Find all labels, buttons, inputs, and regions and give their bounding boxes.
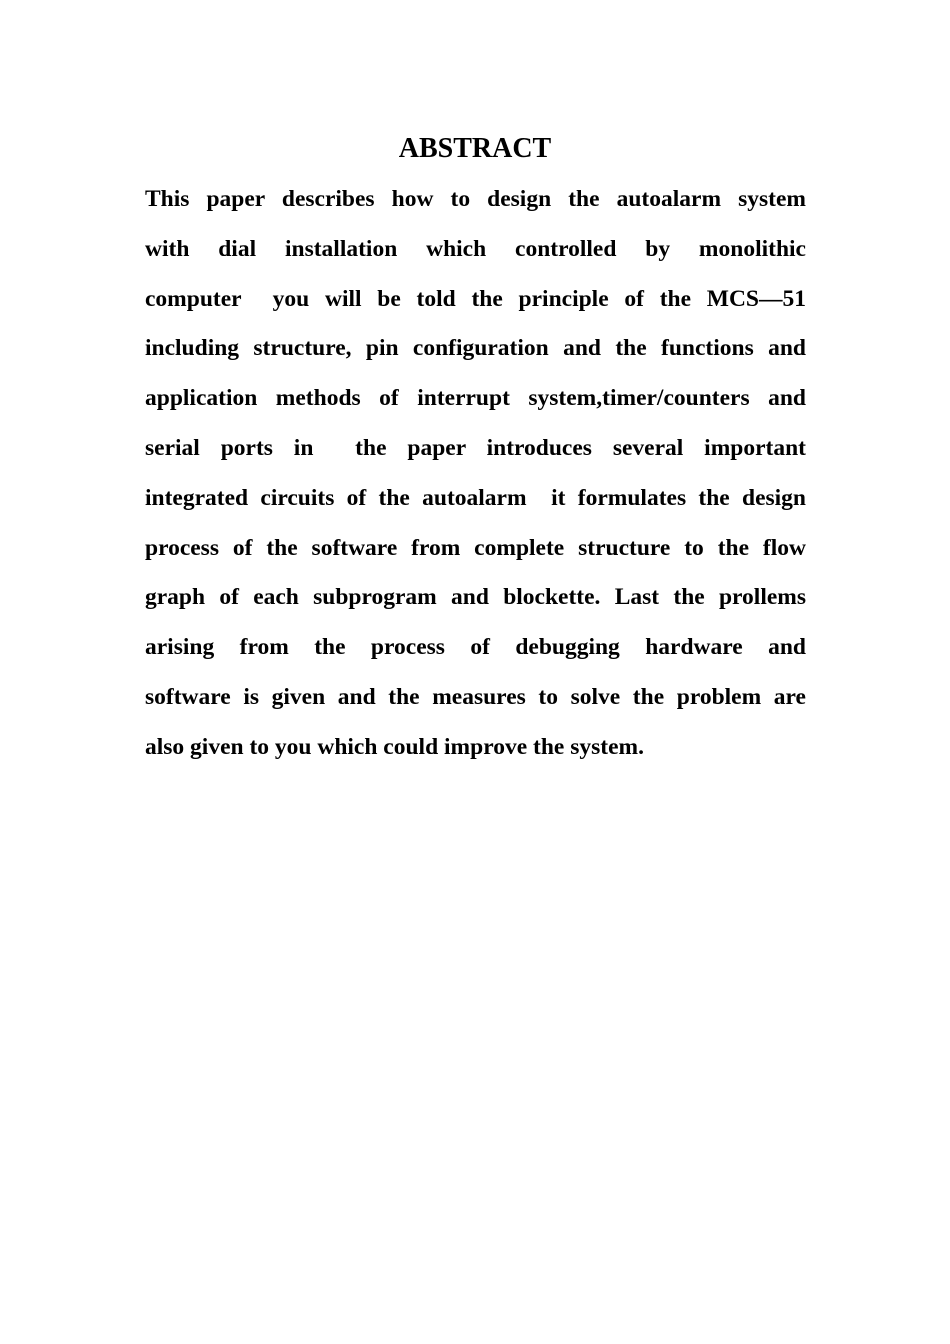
abstract-line: software is given and the measures to solve the problem are <box>145 683 806 710</box>
abstract-line: serial ports in the paper introduces several important <box>145 434 806 461</box>
abstract-body <box>145 175 806 773</box>
abstract-line: also given to you which could improve the system. <box>145 733 644 760</box>
abstract-line: This paper describes how to design the autoalarm system <box>145 186 806 212</box>
abstract-line: with dial installation which controlled by monolithic <box>145 235 806 262</box>
abstract-line: process of the software from complete structure to the flow <box>145 534 806 561</box>
abstract-heading: ABSTRACT <box>398 133 552 164</box>
abstract-line: integrated circuits of the autoalarm it formulates the design <box>145 484 806 511</box>
abstract-line: graph of each subprogram and blockette. Last the prollems <box>145 584 806 611</box>
abstract-line: computer you will be told the principle of the MCS—51 <box>145 285 806 312</box>
abstract-line: including structure, pin configuration and the functions and <box>145 335 806 362</box>
abstract-line: application methods of interrupt system,timer/counters and <box>145 385 806 412</box>
abstract-line: arising from the process of debugging hardware and <box>145 634 806 661</box>
